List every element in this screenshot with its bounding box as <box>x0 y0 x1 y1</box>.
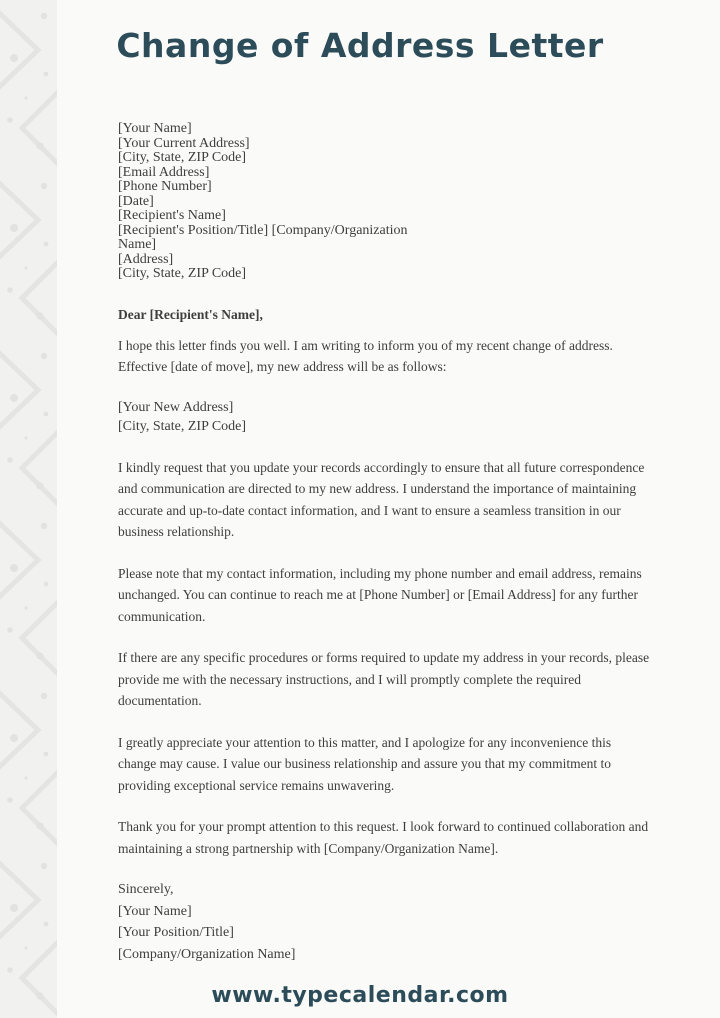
address-line: [Date] <box>118 193 154 209</box>
paragraph-thank-you: Thank you for your prompt attention to this request. I look forward to continued collaboration and maintaining a strong partnership with [Company/Organization Name]. <box>118 819 649 856</box>
letter-body <box>118 0 652 965</box>
address-line: [City, State, ZIP Code] <box>118 150 247 165</box>
paragraph-intro: I hope this letter finds you well. I am writing to inform you of my recent change of address. Effective [date of move], my new address will be as follows: <box>118 337 613 374</box>
salutation: Dear [Recipient's Name], <box>118 306 263 322</box>
address-line: [City, State, ZIP Code] <box>118 266 247 281</box>
address-line: [Your Current Address] <box>118 135 250 151</box>
address-line: [Phone Number] <box>118 179 212 194</box>
address-line: [Your New Address] <box>118 399 234 415</box>
new-address-block <box>118 398 652 437</box>
paragraph-update-records: I kindly request that you update your records accordingly to ensure that all future correspondence and communication are directed to my new address. I understand the importance of maintaining accurate and up-to-date contact information, and I want to ensure a seamless transition in our business relationship. <box>118 459 645 539</box>
closing-line: Sincerely, <box>118 882 174 897</box>
address-line: [Address] <box>118 251 174 267</box>
closing-line: [Your Name] <box>118 903 192 919</box>
address-line: Name] <box>118 237 157 252</box>
address-line: [Your Name] <box>118 121 192 136</box>
decorative-sidebar <box>0 0 57 1018</box>
sender-recipient-address-block <box>118 122 652 282</box>
paragraph-appreciation: I greatly appreciate your attention to this matter, and I apologize for any inconvenience this change may cause. I value our business relationship and assure you that my commitment to providing exceptional service remains unwavering. <box>118 734 612 793</box>
address-line: [City, State, ZIP Code] <box>118 419 247 434</box>
paragraph-procedures: If there are any specific procedures or forms required to update my address in your records, please provide me with the necessary instructions, and I will promptly complete the required documentation. <box>118 650 650 708</box>
page-title: Change of Address Letter <box>116 26 604 65</box>
sidebar-chevron-dot-pattern <box>0 0 57 1018</box>
closing-line: [Company/Organization Name] <box>118 946 296 962</box>
address-line: [Recipient's Name] <box>118 208 226 223</box>
closing-signature-block <box>118 879 652 965</box>
website-footer: www.typecalendar.com <box>211 983 509 1008</box>
paragraph-contact-unchanged: Please note that my contact information, including my phone number and email address, remains unchanged. You can continue to reach me at [Phone Number] or [Email Address] for any further communication. <box>118 565 642 624</box>
address-line: [Email Address] <box>118 164 210 180</box>
address-line: [Recipient's Position/Title] [Company/Organization <box>118 222 408 238</box>
closing-line: [Your Position/Title] <box>118 925 234 940</box>
